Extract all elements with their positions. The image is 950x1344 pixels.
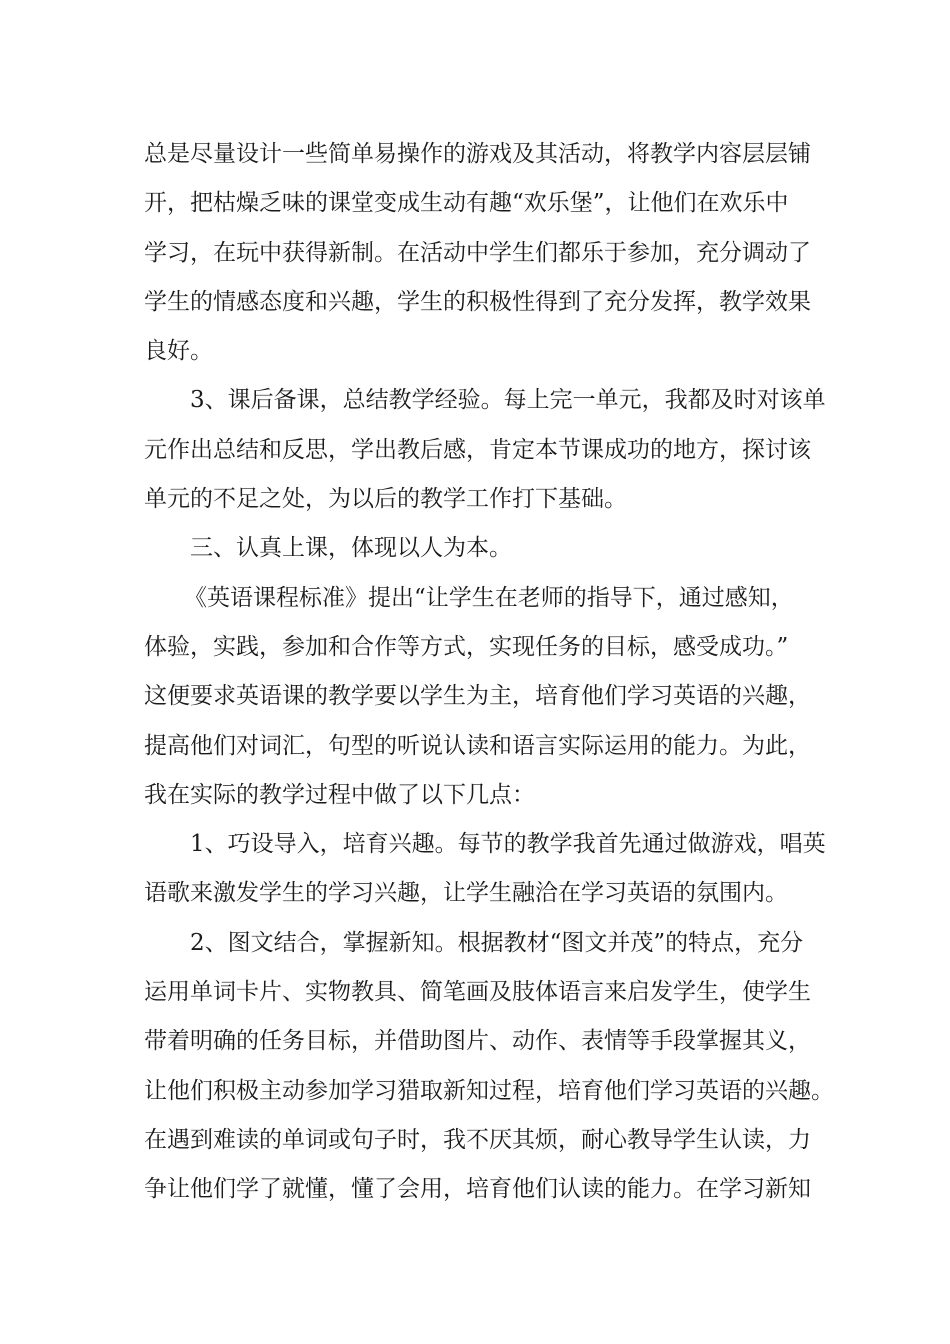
text-line: 体验，实践，参加和合作等方式，实现任务的目标，感受成功。” (144, 633, 789, 660)
text-line: 我在实际的教学过程中做了以下几点： (144, 781, 535, 808)
text-line: 学生的情感态度和兴趣，学生的积极性得到了充分发挥，教学效果 (144, 288, 811, 315)
text-line: 开，把枯燥乏味的课堂变成生动有趣“欢乐堡”，让他们在欢乐中 (144, 190, 789, 217)
text-line: 单元的不足之处，为以后的教学工作打下基础。 (144, 486, 627, 513)
text-line: 语歌来激发学生的学习兴趣，让学生融洽在学习英语的氛围内。 (144, 880, 788, 907)
text-line: 良好。 (144, 338, 213, 365)
text-line: 提高他们对词汇，句型的听说认读和语言实际运用的能力。为此， (144, 732, 811, 759)
text-line: 让他们积极主动参加学习猎取新知过程，培育他们学习英语的兴趣。 (144, 1077, 834, 1104)
text-line: 在遇到难读的单词或句子时，我不厌其烦，耐心教导学生认读，力 (144, 1126, 811, 1153)
paragraph-start-line: 3、课后备课，总结教学经验。每上完一单元，我都及时对该单 (190, 387, 826, 414)
paragraph-start-line: 《英语课程标准》提出“让学生在老师的指导下，通过感知， (184, 584, 794, 611)
text-line: 带着明确的任务目标，并借助图片、动作、表情等手段掌握其义， (144, 1028, 811, 1055)
paragraph-start-line: 2、图文结合，掌握新知。根据教材“图文并茂”的特点，充分 (190, 929, 804, 956)
section-heading: 三、认真上课，体现以人为本。 (190, 535, 512, 562)
body-text (144, 130, 834, 1215)
text-line: 运用单词卡片、实物教具、简笔画及肢体语言来启发学生，使学生 (144, 979, 811, 1006)
text-line: 总是尽量设计一些简单易操作的游戏及其活动，将教学内容层层铺 (144, 141, 811, 167)
paragraph-start-line: 1、巧设导入，培育兴趣。每节的教学我首先通过做游戏，唱英 (190, 831, 826, 858)
text-line: 元作出总结和反思，学出教后感，肯定本节课成功的地方，探讨该 (144, 436, 811, 463)
text-line: 这便要求英语课的教学要以学生为主，培育他们学习英语的兴趣， (144, 683, 811, 710)
text-line: 争让他们学了就懂，懂了会用，培育他们认读的能力。在学习新知 (144, 1176, 811, 1203)
text-line: 学习，在玩中获得新制。在活动中学生们都乐于参加，充分调动了 (144, 239, 811, 266)
